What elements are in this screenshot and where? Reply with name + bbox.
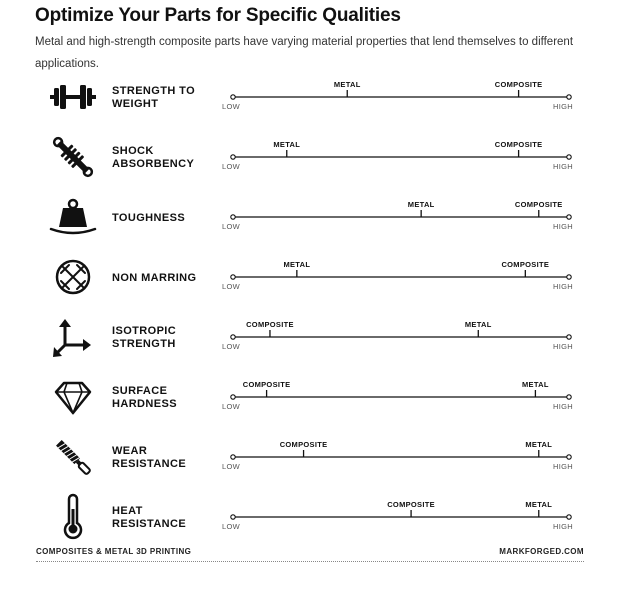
scale-high-dot: [567, 515, 571, 519]
thermometer-icon: [65, 495, 81, 538]
scale-low-dot: [231, 275, 235, 279]
scale-high-label: HIGH: [553, 402, 573, 411]
marker-label: COMPOSITE: [501, 260, 550, 269]
scale-low-label: LOW: [222, 102, 240, 111]
scale-low-dot: [231, 95, 235, 99]
scale-low-dot: [231, 215, 235, 219]
non-marring-icon: [57, 261, 89, 293]
scale-low-dot: [231, 395, 235, 399]
scale-low-label: LOW: [222, 342, 240, 351]
scale-low-label: LOW: [222, 522, 240, 531]
dumbbell-icon: [50, 85, 96, 109]
row-label: SURFACE: [112, 385, 168, 397]
scale-low-dot: [231, 515, 235, 519]
scale-high-label: HIGH: [553, 162, 573, 171]
scale-high-dot: [567, 95, 571, 99]
row-label: RESISTANCE: [112, 518, 187, 530]
marker-label: METAL: [407, 200, 435, 209]
scale-low-dot: [231, 335, 235, 339]
marker-label: METAL: [273, 140, 301, 149]
footer-left: COMPOSITES & METAL 3D PRINTING: [36, 547, 192, 556]
row-label: SHOCK: [112, 145, 154, 157]
scale-high-label: HIGH: [553, 342, 573, 351]
scale-high-dot: [567, 395, 571, 399]
scale-high-label: HIGH: [553, 522, 573, 531]
row-label: HEAT: [112, 505, 143, 517]
scale-high-dot: [567, 455, 571, 459]
footer-right: MARKFORGED.COM: [499, 547, 584, 556]
scale-low-label: LOW: [222, 462, 240, 471]
chart-row: [53, 319, 573, 357]
isotropic-axes-icon: [53, 319, 91, 357]
scale-low-label: LOW: [222, 282, 240, 291]
scale-high-dot: [567, 215, 571, 219]
scale-high-label: HIGH: [553, 222, 573, 231]
chart-title: Optimize Your Parts for Specific Qualities: [35, 5, 401, 26]
weight-icon: [51, 200, 95, 233]
row-label: WEAR: [112, 445, 148, 457]
scale-high-dot: [567, 335, 571, 339]
chart-row: [51, 200, 573, 233]
chart-row: [56, 440, 573, 475]
chart-row: [56, 380, 573, 413]
marker-label: METAL: [283, 260, 311, 269]
row-label: RESISTANCE: [112, 458, 187, 470]
scale-low-dot: [231, 455, 235, 459]
chart-row: [65, 495, 573, 538]
row-label: STRENGTH: [112, 338, 176, 350]
diamond-icon: [56, 383, 90, 413]
marker-label: COMPOSITE: [494, 80, 543, 89]
scale-low-label: LOW: [222, 222, 240, 231]
marker-label: METAL: [464, 320, 492, 329]
marker-label: COMPOSITE: [494, 140, 543, 149]
marker-label: METAL: [525, 440, 553, 449]
chart-row: [50, 134, 573, 181]
row-label: TOUGHNESS: [112, 212, 186, 224]
row-label: ABSORBENCY: [112, 158, 195, 170]
scale-low-label: LOW: [222, 402, 240, 411]
marker-label: METAL: [525, 500, 553, 509]
row-label: ISOTROPIC: [112, 325, 177, 337]
row-label: HARDNESS: [112, 398, 177, 410]
scale-high-label: HIGH: [553, 102, 573, 111]
file-tool-icon: [56, 440, 91, 475]
scale-low-label: LOW: [222, 162, 240, 171]
marker-label: COMPOSITE: [279, 440, 328, 449]
row-label: NON MARRING: [112, 272, 197, 284]
marker-label: COMPOSITE: [242, 380, 291, 389]
scale-low-dot: [231, 155, 235, 159]
marker-label: METAL: [333, 80, 361, 89]
chart-row: [50, 80, 573, 111]
scale-high-label: HIGH: [553, 282, 573, 291]
row-label: WEIGHT: [112, 98, 159, 110]
scale-high-dot: [567, 275, 571, 279]
marker-label: COMPOSITE: [387, 500, 435, 509]
marker-label: COMPOSITE: [246, 320, 294, 329]
row-label: STRENGTH TO: [112, 85, 196, 97]
scale-high-dot: [567, 155, 571, 159]
chart-subtitle: Metal and high-strength composite parts have varying material properties that lend themselves to different applications.: [35, 36, 574, 70]
footer-divider: [36, 561, 584, 562]
marker-label: METAL: [522, 380, 549, 389]
chart-row: [57, 260, 573, 293]
marker-label: COMPOSITE: [514, 200, 563, 209]
scale-high-label: HIGH: [553, 462, 573, 471]
shock-absorber-icon: [50, 134, 97, 181]
